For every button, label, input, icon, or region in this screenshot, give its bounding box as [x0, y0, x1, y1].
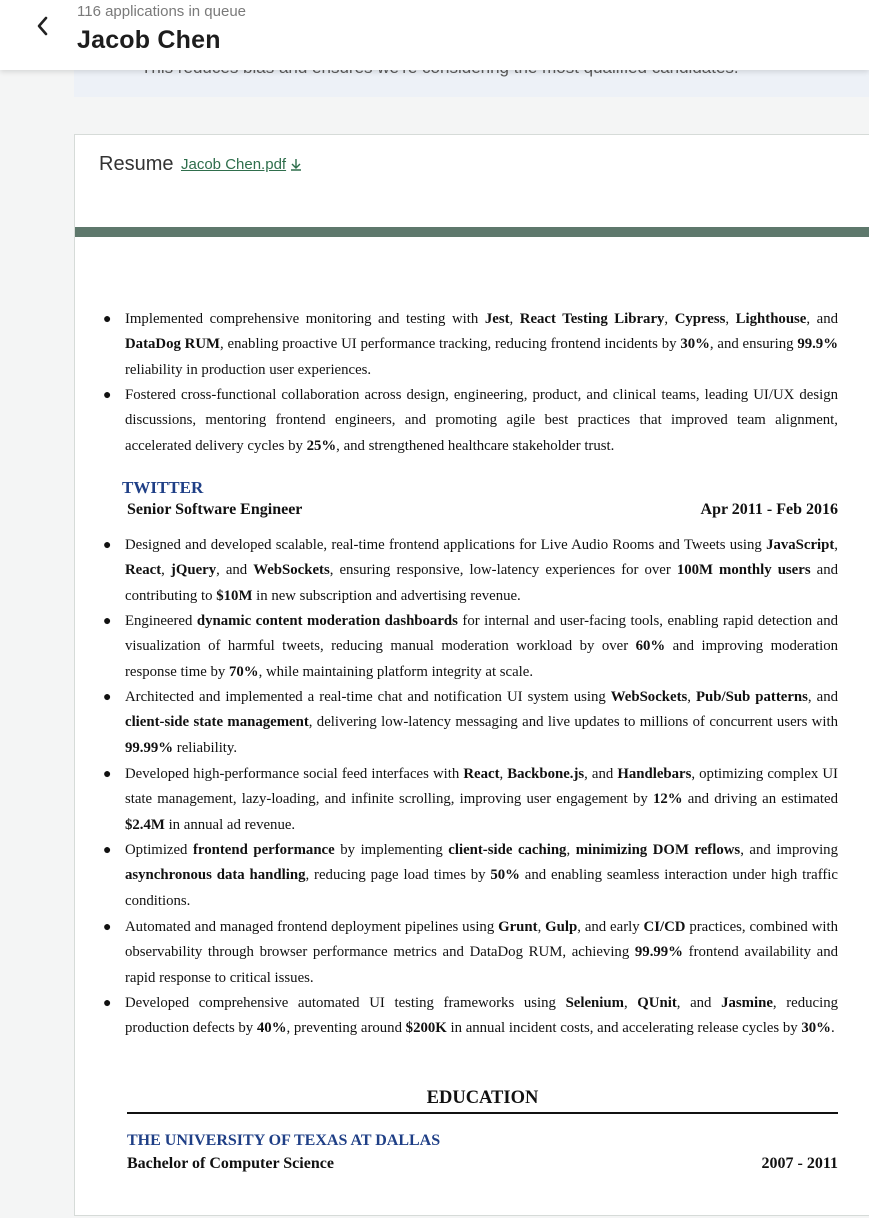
bullet-item: ● Designed and developed scalable, real-time frontend applications for Live Audio Rooms and Tweets using JavaScript, React, jQuery, and WebSockets, ensuring responsive, low-latency experiences for over 100M monthly users and contributing to $10M in new subscription and advertising revenue. — [103, 537, 838, 604]
chevron-left-icon — [35, 15, 49, 37]
role-dates: Apr 2011 - Feb 2016 — [700, 501, 838, 518]
bullet-item: ● Developed comprehensive automated UI testing frameworks using Selenium, QUnit, and Jasmine, reducing production defects by 40%, preventing around $200K in annual incident costs, and accelerating release cycles by 30%. — [103, 995, 838, 1037]
bullet-item: ● Engineered dynamic content moderation dashboards for internal and user-facing tools, enabling rapid detection and visualization of harmful tweets, reducing manual moderation workload by over 60% and improving moderation response time by 70%, while maintaining platform integrity at scale. — [103, 613, 838, 680]
bullet-item: ● Optimized frontend performance by implementing client-side caching, minimizing DOM reflows, and improving asynchronous data handling, reducing page load times by 50% and enabling seamless interaction under high traffic conditions. — [103, 842, 838, 909]
degree-row — [127, 1155, 838, 1173]
resume-label: Resume — [99, 153, 174, 175]
bullet-text: Fostered cross-functional collaboration across design, engineering, product, and clinical teams, leading UI/UX design discussions, mentoring frontend engineers, and promoting agile best practices that improved team alignment, accelerated delivery cycles by 25%, and strengthened healthcare stakeholder trust. — [125, 387, 838, 454]
queue-count: 116 applications in queue — [77, 3, 247, 20]
section-rule — [127, 1112, 838, 1114]
bullet-text: Designed and developed scalable, real-time frontend applications for Live Audio Rooms and Tweets using JavaScript, React, jQuery, and WebSockets, ensuring responsive, low-latency experiences for over 100M monthly users and contributing to $10M in new subscription and advertising revenue. — [125, 537, 838, 604]
resume-card — [74, 134, 869, 1216]
degree-dates: 2007 - 2011 — [761, 1155, 838, 1172]
degree-title: Bachelor of Computer Science — [127, 1155, 334, 1172]
role-title: Senior Software Engineer — [127, 501, 303, 518]
role-row — [127, 501, 838, 519]
bullet-text: Engineered dynamic content moderation dashboards for internal and user-facing tools, enabling rapid detection and visualization of harmful tweets, reducing manual moderation workload by over 60% and improving moderation response time by 70%, while maintaining platform integrity at scale. — [125, 613, 838, 680]
candidate-name: Jacob Chen — [77, 26, 221, 54]
bullet-item: ● Fostered cross-functional collaboration across design, engineering, product, and clinical teams, leading UI/UX design discussions, mentoring frontend engineers, and promoting agile best practices that improved team alignment, accelerated delivery cycles by 25%, and strengthened healthcare stakeholder trust. — [103, 387, 838, 454]
bullet-text: Developed high-performance social feed interfaces with React, Backbone.js, and Handlebars, optimizing complex UI state management, lazy-loading, and infinite scrolling, improving user engagement by 12% and driving an estimated $2.4M in annual ad revenue. — [125, 766, 838, 833]
bullet-text: Developed comprehensive automated UI testing frameworks using Selenium, QUnit, and Jasmine, reducing production defects by 40%, preventing around $200K in annual incident costs, and accelerating release cycles by 30%. — [125, 995, 838, 1037]
resume-file-name: Jacob Chen.pdf — [181, 156, 287, 173]
bullet-item: ● Implemented comprehensive monitoring and testing with Jest, React Testing Library, Cypress, Lighthouse, and DataDog RUM, enabling proactive UI performance tracking, reducing frontend incidents by 30%, and ensuring 99.9% reliability in production user experiences. — [103, 311, 839, 378]
app-header — [0, 0, 869, 70]
bullet-item: ● Architected and implemented a real-time chat and notification UI system using WebSockets, Pub/Sub patterns, and client-side state management, delivering low-latency messaging and live updates to millions of concurrent users with 99.99% reliability. — [103, 689, 838, 756]
download-icon — [290, 158, 302, 171]
resume-download-link[interactable] — [181, 156, 302, 173]
bullet-text: Implemented comprehensive monitoring and testing with Jest, React Testing Library, Cypress, Lighthouse, and DataDog RUM, enabling proactive UI performance tracking, reducing frontend incidents by 30%, and ensuring 99.9% reliability in production user experiences. — [125, 311, 839, 378]
bullet-text: Automated and managed frontend deployment pipelines using Grunt, Gulp, and early CI/CD practices, combined with observability through browser performance metrics and DataDog RUM, achieving 99.99% frontend availability and rapid response to critical issues. — [125, 919, 839, 986]
back-button[interactable] — [26, 10, 58, 42]
bullet-item: ● Automated and managed frontend deployment pipelines using Grunt, Gulp, and early CI/CD practices, combined with observability through browser performance metrics and DataDog RUM, achieving 99.99% frontend availability and rapid response to critical issues. — [103, 919, 839, 986]
document-divider-band — [75, 227, 869, 237]
bullet-text: Optimized frontend performance by implementing client-side caching, minimizing DOM reflows, and improving asynchronous data handling, reducing page load times by 50% and enabling seamless interaction under high traffic conditions. — [125, 842, 838, 909]
bullet-text: Architected and implemented a real-time chat and notification UI system using WebSockets, Pub/Sub patterns, and client-side state management, delivering low-latency messaging and live updates to millions of concurrent users with 99.99% reliability. — [125, 689, 838, 756]
bullet-item: ● Developed high-performance social feed interfaces with React, Backbone.js, and Handlebars, optimizing complex UI state management, lazy-loading, and infinite scrolling, improving user engagement by 12% and driving an estimated $2.4M in annual ad revenue. — [103, 766, 838, 833]
company-name: TWITTER — [122, 478, 204, 497]
resume-document — [75, 238, 869, 1218]
school-name: THE UNIVERSITY OF TEXAS AT DALLAS — [127, 1132, 441, 1149]
education-heading: EDUCATION — [426, 1088, 539, 1108]
